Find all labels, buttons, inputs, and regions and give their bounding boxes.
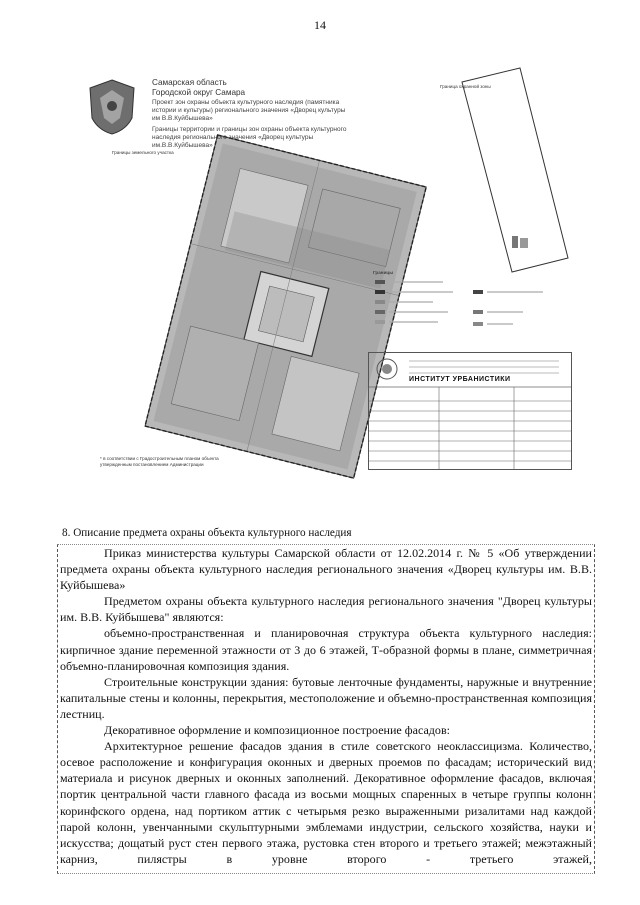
stamp-title: ИНСТИТУТ УРБАНИСТИКИ [409,376,511,383]
paragraph-order: Приказ министерства культуры Самарской области от 12.02.2014 г. № 5 «Об утверждении предмета охраны объекта культурного наследия регионального значения «Дворец культуры им. В.В. Куйбышева» [60,546,592,593]
map-region: Самарская область [152,78,227,87]
page-number: 14 [314,18,326,32]
paragraph-structure: объемно-пространственная и планировочная структура объекта культурного наследия: кирпичное здание переменной этажности от 3 до 6 этажей, Т-образной формы в плане, симметричная объемно-планировочная композиция здания. [60,626,592,673]
paragraph-construction: Строительные конструкции здания: бутовые ленточные фундаменты, наружные и внутренние капитальные стены и колонны, перекрытия, местоположение и объемно-пространственная композиция лестниц. [60,674,592,721]
section-heading: 8. Описание предмета охраны объекта культурного наследия [62,527,352,539]
paragraph-decor-heading: Декоративное оформление и композиционное построение фасадов: [104,723,450,738]
drawing-stamp [368,352,572,470]
samara-coat-of-arms-icon [86,78,138,136]
paragraph-facades: Архитектурное решение фасадов здания в стиле советского неоклассицизма. Количество, осевое расположение и конфигурация оконных и дверных проемов по фасадам; исторический вид материала и рисунок дверных и оконных заполнений. Декоративное оформление фасадов, включая портик центральной части главного фасада из восьми мощных спаренных в четыре группы колонн коринфского ордена, над портиком аттик с четырьмя резко выраженными ризалитами над каждой парой колонн, увенчанными скульптурными эмблемами индустрии, сельского хозяйства, науки и искусства; дощатый руст стен первого этажа, рустовка стен второго и третьего этажей; межэтажный карниз, пилястры в уровне второго - третьего этажей, [60,739,592,866]
map-caption-right: Граница охранной зоны [440,84,491,89]
stamp-grid [369,353,571,469]
body-text-box [57,544,595,874]
map-footnote: * в соответствии с Градостроительным планом объекта утвержденным постановлением Администрации [100,456,219,467]
map-project-title: Проект зон охраны объекта культурного наследия (памятника истории и культуры) регионального значения «Дворец культуры им В.В.Куйбышева» [152,99,346,123]
map-caption-left: Границы земельного участка [112,150,174,155]
legend-swatches [373,278,573,338]
paragraph-subject: Предметом охраны объекта культурного наследия регионального значения "Дворец культуры им. В.В. Куйбышева" являются: [60,594,592,625]
legend-title: Границы [373,270,394,275]
map-district: Городской округ Самара [152,87,246,97]
map-legend [373,270,573,340]
map-subtitle: Границы территории и границы зон охраны объекта культурного наследия регионального значения «Дворец культуры им.В.В.Куйбышева» [152,125,347,150]
